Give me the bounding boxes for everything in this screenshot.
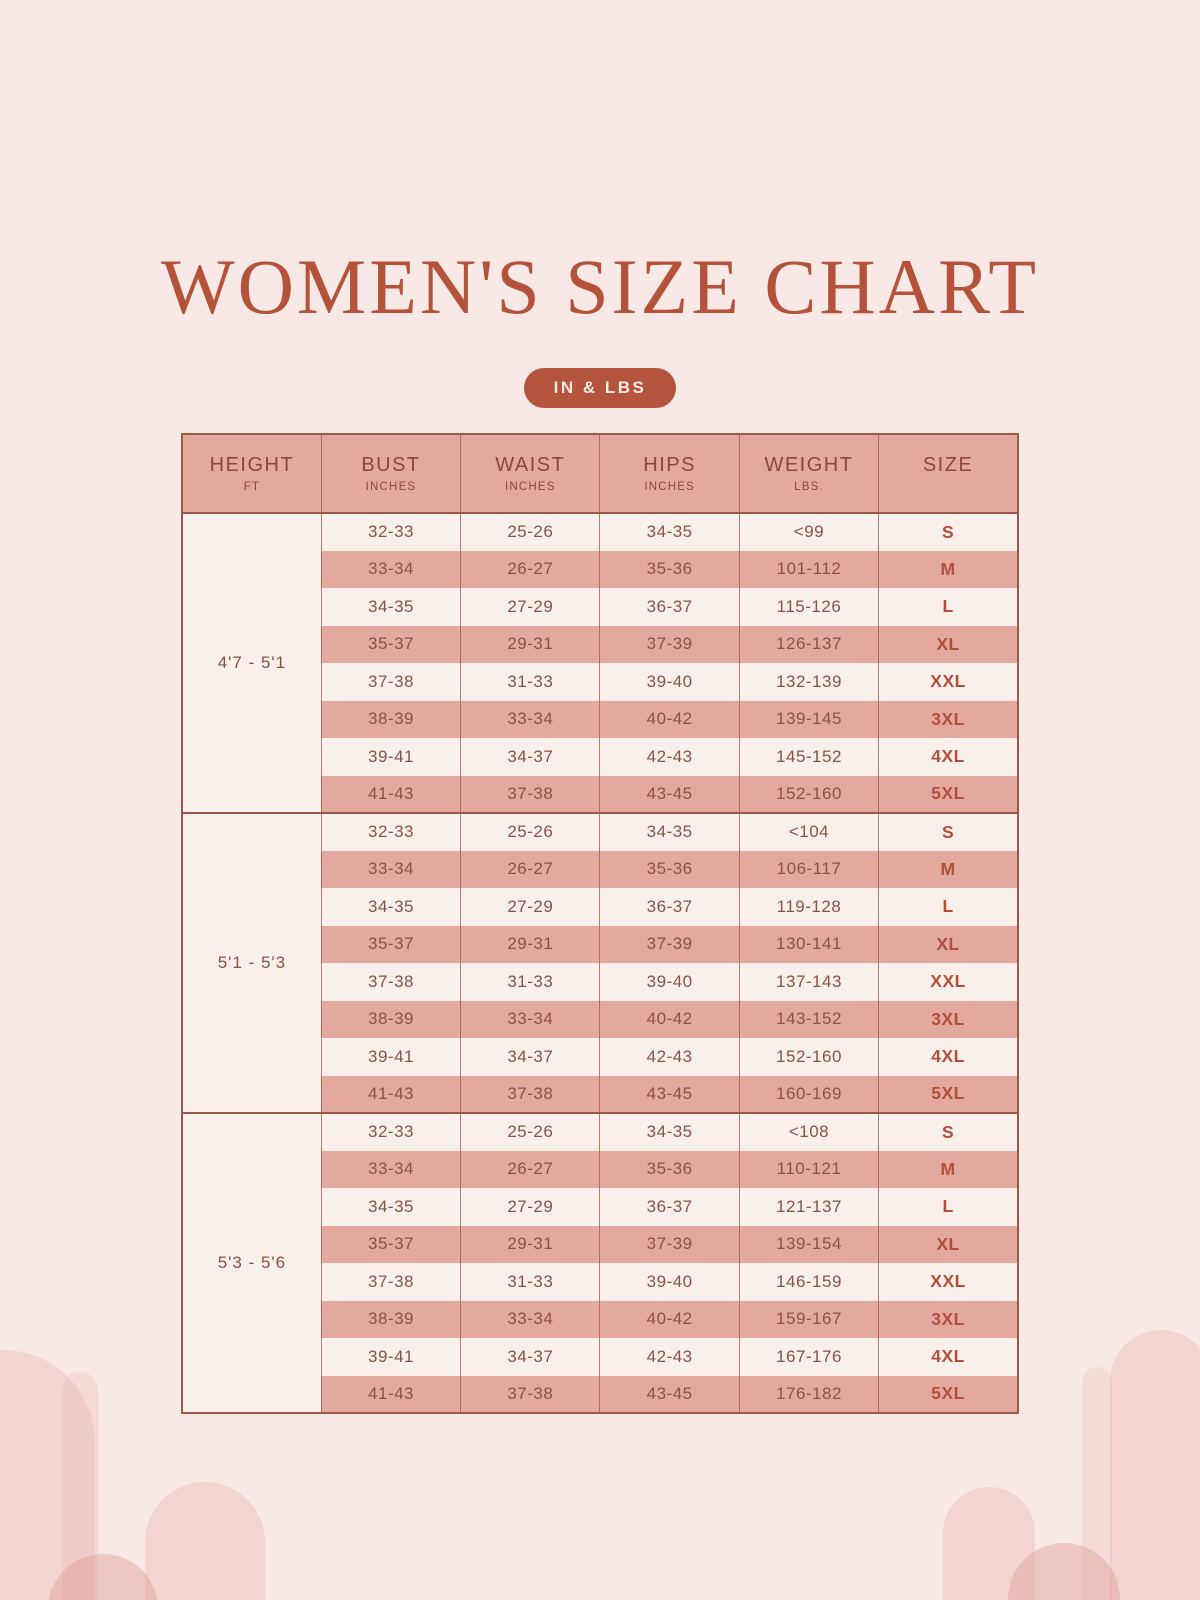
weight-cell: <104: [739, 813, 878, 851]
hips-cell: 37-39: [600, 626, 739, 664]
waist-cell: 26-27: [461, 1151, 600, 1189]
badge-row: [0, 368, 1200, 408]
hips-cell: 37-39: [600, 1226, 739, 1264]
hips-cell: 35-36: [600, 851, 739, 889]
weight-cell: 110-121: [739, 1151, 878, 1189]
table-row: [182, 513, 1018, 551]
size-cell: M: [879, 551, 1018, 589]
weight-cell: 152-160: [739, 1038, 878, 1076]
bust-cell: 37-38: [321, 663, 460, 701]
table-header: [182, 434, 1018, 513]
waist-cell: 25-26: [461, 513, 600, 551]
size-cell: 5XL: [879, 1376, 1018, 1414]
weight-cell: 145-152: [739, 738, 878, 776]
waist-cell: 27-29: [461, 588, 600, 626]
size-cell: XXL: [879, 663, 1018, 701]
bust-cell: 37-38: [321, 963, 460, 1001]
bust-cell: 39-41: [321, 1038, 460, 1076]
size-table: [181, 433, 1019, 1414]
weight-cell: 167-176: [739, 1338, 878, 1376]
bust-cell: 33-34: [321, 551, 460, 589]
weight-cell: 176-182: [739, 1376, 878, 1414]
size-cell: XL: [879, 926, 1018, 964]
size-cell: S: [879, 1113, 1018, 1151]
header-row: [182, 434, 1018, 513]
size-cell: L: [879, 588, 1018, 626]
hips-cell: 36-37: [600, 888, 739, 926]
hips-cell: 39-40: [600, 663, 739, 701]
bust-cell: 35-37: [321, 626, 460, 664]
weight-cell: 143-152: [739, 1001, 878, 1039]
hips-cell: 39-40: [600, 1263, 739, 1301]
hips-cell: 35-36: [600, 1151, 739, 1189]
weight-cell: 146-159: [739, 1263, 878, 1301]
hips-cell: 34-35: [600, 813, 739, 851]
arch-decoration: [145, 1482, 265, 1600]
hips-cell: 34-35: [600, 513, 739, 551]
column-header-bust: BUST INCHES: [321, 434, 460, 513]
hips-cell: 34-35: [600, 1113, 739, 1151]
column-header-height: HEIGHT FT: [182, 434, 321, 513]
column-header-size: SIZE: [879, 434, 1018, 513]
arch-decoration: [1110, 1330, 1200, 1600]
page-title: WOMEN'S SIZE CHART: [160, 243, 1040, 330]
waist-cell: 26-27: [461, 851, 600, 889]
bust-cell: 35-37: [321, 1226, 460, 1264]
column-header-waist: WAIST INCHES: [461, 434, 600, 513]
weight-cell: 106-117: [739, 851, 878, 889]
waist-cell: 31-33: [461, 1263, 600, 1301]
hips-cell: 39-40: [600, 963, 739, 1001]
bust-cell: 39-41: [321, 738, 460, 776]
height-range-cell: 5'3 - 5'6: [182, 1113, 321, 1413]
hips-cell: 43-45: [600, 776, 739, 814]
size-cell: 4XL: [879, 1038, 1018, 1076]
bust-cell: 33-34: [321, 851, 460, 889]
hips-cell: 35-36: [600, 551, 739, 589]
weight-cell: 121-137: [739, 1188, 878, 1226]
size-cell: 4XL: [879, 738, 1018, 776]
hips-cell: 42-43: [600, 1338, 739, 1376]
hips-cell: 42-43: [600, 738, 739, 776]
bust-cell: 32-33: [321, 813, 460, 851]
hips-cell: 37-39: [600, 926, 739, 964]
size-cell: XL: [879, 626, 1018, 664]
bust-cell: 41-43: [321, 1076, 460, 1114]
hips-cell: 36-37: [600, 1188, 739, 1226]
height-group: [182, 813, 1018, 1113]
bust-cell: 37-38: [321, 1263, 460, 1301]
waist-cell: 33-34: [461, 1001, 600, 1039]
size-cell: 3XL: [879, 1001, 1018, 1039]
bust-cell: 39-41: [321, 1338, 460, 1376]
waist-cell: 37-38: [461, 1376, 600, 1414]
waist-cell: 26-27: [461, 551, 600, 589]
waist-cell: 37-38: [461, 776, 600, 814]
bust-cell: 34-35: [321, 888, 460, 926]
hips-cell: 43-45: [600, 1076, 739, 1114]
waist-cell: 27-29: [461, 888, 600, 926]
size-cell: 4XL: [879, 1338, 1018, 1376]
waist-cell: 34-37: [461, 1338, 600, 1376]
size-cell: XL: [879, 1226, 1018, 1264]
hips-cell: 36-37: [600, 588, 739, 626]
waist-cell: 34-37: [461, 738, 600, 776]
weight-cell: 130-141: [739, 926, 878, 964]
waist-cell: 37-38: [461, 1076, 600, 1114]
waist-cell: 25-26: [461, 813, 600, 851]
weight-cell: 119-128: [739, 888, 878, 926]
column-header-hips: HIPS INCHES: [600, 434, 739, 513]
bust-cell: 32-33: [321, 513, 460, 551]
height-group: [182, 513, 1018, 813]
bust-cell: 34-35: [321, 1188, 460, 1226]
height-range-cell: 4'7 - 5'1: [182, 513, 321, 813]
weight-cell: 139-145: [739, 701, 878, 739]
column-header-weight: WEIGHT LBS.: [739, 434, 878, 513]
hips-cell: 40-42: [600, 1301, 739, 1339]
weight-cell: 132-139: [739, 663, 878, 701]
size-cell: S: [879, 513, 1018, 551]
waist-cell: 29-31: [461, 626, 600, 664]
size-cell: M: [879, 1151, 1018, 1189]
size-cell: M: [879, 851, 1018, 889]
size-cell: L: [879, 888, 1018, 926]
waist-cell: 31-33: [461, 663, 600, 701]
bust-cell: 33-34: [321, 1151, 460, 1189]
waist-cell: 33-34: [461, 1301, 600, 1339]
size-cell: 3XL: [879, 701, 1018, 739]
weight-cell: 137-143: [739, 963, 878, 1001]
bust-cell: 38-39: [321, 1301, 460, 1339]
size-cell: 5XL: [879, 1076, 1018, 1114]
waist-cell: 31-33: [461, 963, 600, 1001]
table-row: [182, 1113, 1018, 1151]
hips-cell: 40-42: [600, 701, 739, 739]
hips-cell: 42-43: [600, 1038, 739, 1076]
bust-cell: 41-43: [321, 1376, 460, 1414]
weight-cell: 126-137: [739, 626, 878, 664]
waist-cell: 33-34: [461, 701, 600, 739]
bust-cell: 35-37: [321, 926, 460, 964]
weight-cell: 115-126: [739, 588, 878, 626]
weight-cell: 159-167: [739, 1301, 878, 1339]
height-group: [182, 1113, 1018, 1413]
size-cell: XXL: [879, 1263, 1018, 1301]
size-cell: 5XL: [879, 776, 1018, 814]
size-cell: S: [879, 813, 1018, 851]
hips-cell: 40-42: [600, 1001, 739, 1039]
waist-cell: 25-26: [461, 1113, 600, 1151]
hips-cell: 43-45: [600, 1376, 739, 1414]
table-row: [182, 813, 1018, 851]
height-range-cell: 5'1 - 5'3: [182, 813, 321, 1113]
size-cell: L: [879, 1188, 1018, 1226]
waist-cell: 34-37: [461, 1038, 600, 1076]
waist-cell: 27-29: [461, 1188, 600, 1226]
weight-cell: 160-169: [739, 1076, 878, 1114]
weight-cell: 152-160: [739, 776, 878, 814]
waist-cell: 29-31: [461, 926, 600, 964]
bust-cell: 41-43: [321, 776, 460, 814]
waist-cell: 29-31: [461, 1226, 600, 1264]
bust-cell: 34-35: [321, 588, 460, 626]
bust-cell: 32-33: [321, 1113, 460, 1151]
size-cell: 3XL: [879, 1301, 1018, 1339]
bust-cell: 38-39: [321, 701, 460, 739]
weight-cell: <108: [739, 1113, 878, 1151]
weight-cell: 139-154: [739, 1226, 878, 1264]
bust-cell: 38-39: [321, 1001, 460, 1039]
weight-cell: 101-112: [739, 551, 878, 589]
size-cell: XXL: [879, 963, 1018, 1001]
weight-cell: <99: [739, 513, 878, 551]
units-badge: IN & LBS: [524, 368, 677, 408]
